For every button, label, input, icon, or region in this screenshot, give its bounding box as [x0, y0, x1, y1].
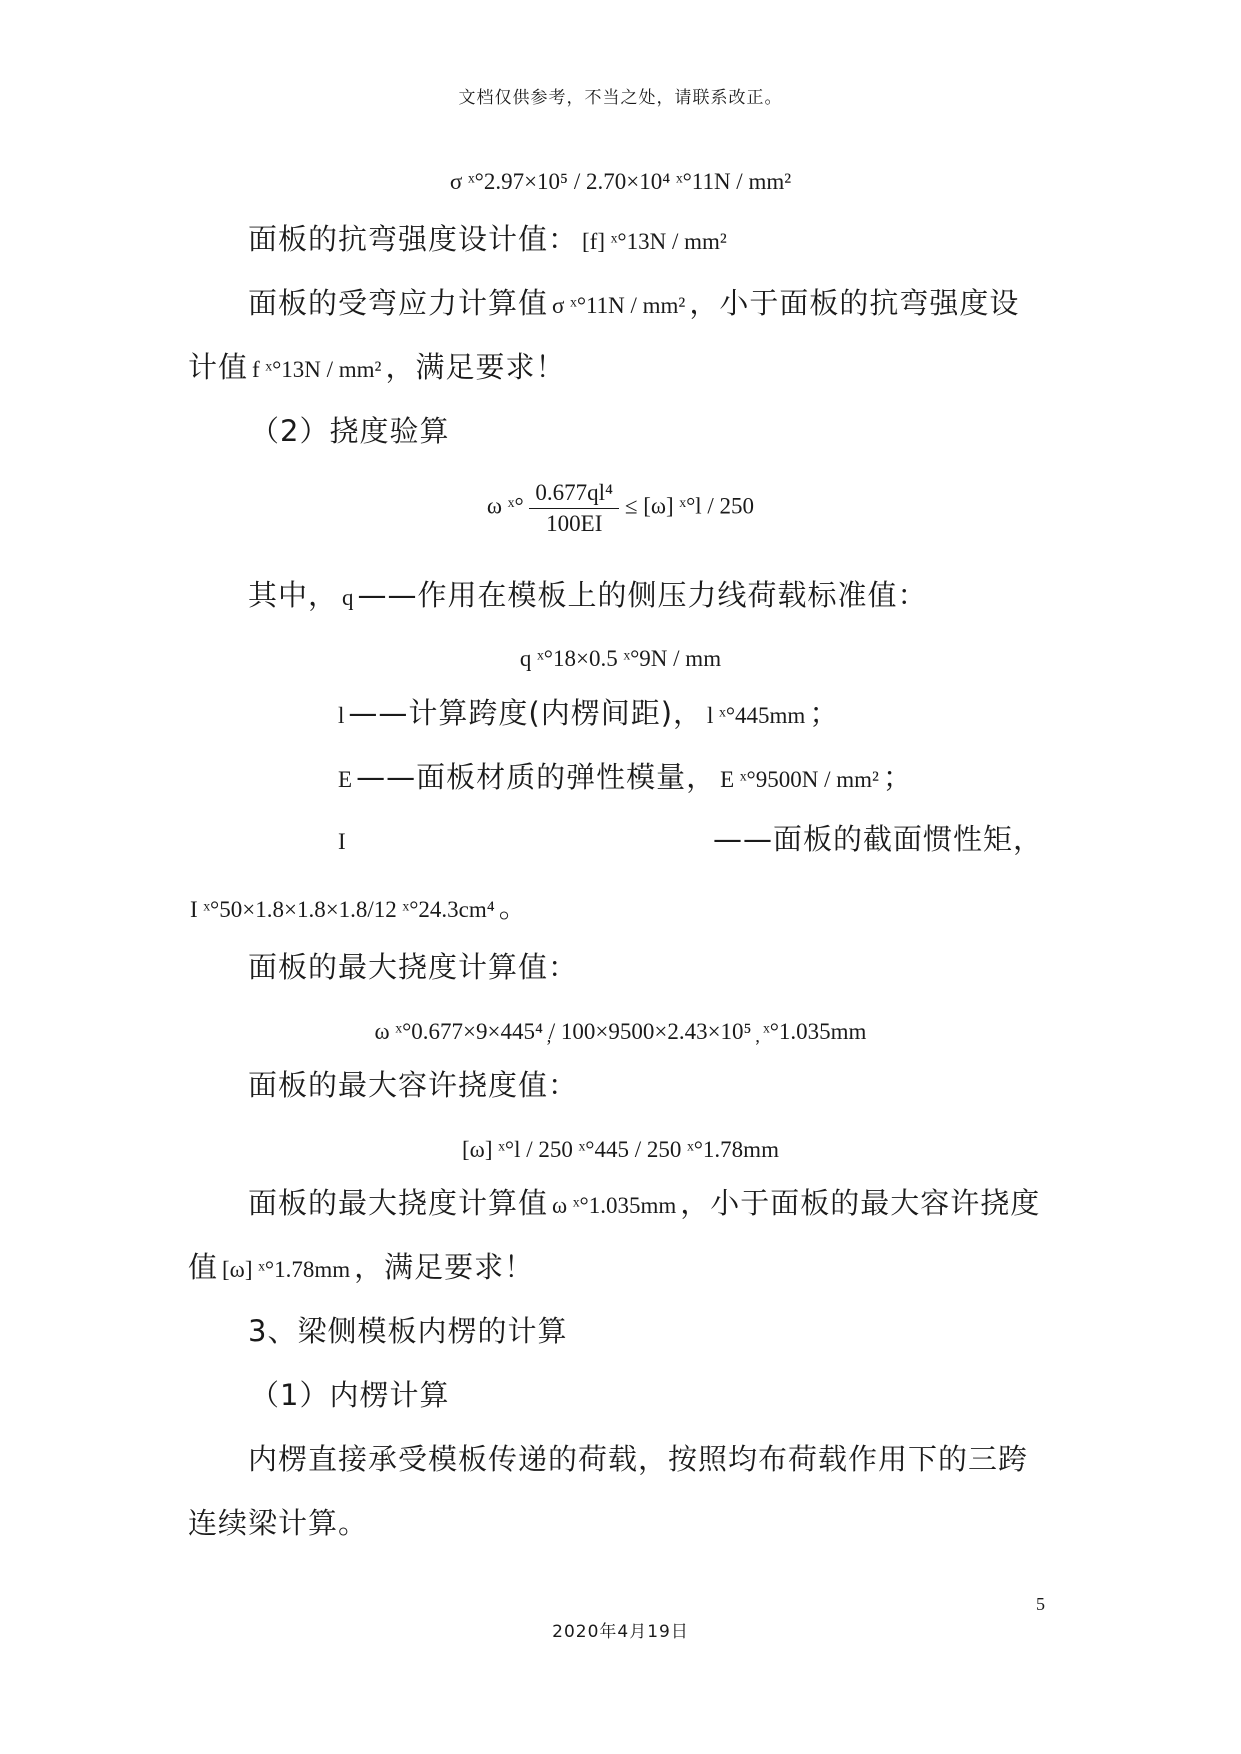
- equation-q: q ˣ°18×0.5 ˣ°9N / mm: [519, 646, 722, 671]
- bending-stress-line-2: [188, 350, 565, 385]
- equation-allowable: [ω] ˣ°l / 250 ˣ°445 / 250 ˣ°1.78mm: [462, 1137, 779, 1162]
- paragraph-line-2: 连续梁计算。: [188, 1506, 369, 1540]
- requirement-met-text: ，满足要求！: [385, 350, 566, 384]
- section-heading-deflection: （2）挠度验算: [250, 414, 450, 448]
- section-heading-inner-joist: 3、梁侧模板内楞的计算: [248, 1314, 568, 1348]
- bending-design-value: [f] ˣ°13N / mm²: [582, 229, 727, 254]
- omega-fraction: [529, 478, 619, 539]
- where-line: [248, 578, 928, 613]
- equation-omega: [0, 478, 1241, 539]
- definition-e-variable: E: [338, 767, 353, 792]
- definition-l-value: l ˣ°445mm: [707, 703, 806, 728]
- bending-stress-text: ，小于面板的抗弯强度设: [689, 286, 1020, 320]
- omega-left: ω ˣ°: [486, 493, 524, 519]
- omega-denominator: 100EI: [546, 510, 603, 536]
- footer-date: 2020年4月19日: [552, 1622, 689, 1642]
- paragraph-line-1: 内楞直接承受模板传递的荷载，按照均布荷载作用下的三跨: [248, 1442, 1029, 1476]
- definition-e-end: ；: [882, 760, 913, 794]
- definition-e-value: E ˣ°9500N / mm²: [720, 767, 879, 792]
- definition-l-text: ——计算跨度(内楞间距)，: [348, 696, 704, 730]
- conclusion-line-2: [188, 1250, 534, 1285]
- conclusion-value: ω ˣ°1.035mm: [552, 1193, 677, 1218]
- allowable-deflection-label: 面板的最大容许挠度值：: [248, 1068, 579, 1102]
- subsection-heading-inner-joist-calc: （1）内楞计算: [250, 1378, 450, 1412]
- bending-stress-value: σ ˣ°11N / mm²: [552, 293, 686, 318]
- conclusion-text: ，小于面板的最大容许挠度: [680, 1186, 1041, 1220]
- conclusion-line: [248, 1186, 1040, 1221]
- bending-stress-line: [248, 286, 1019, 321]
- omega-right: ≤ [ω] ˣ°l / 250: [624, 493, 755, 519]
- bending-design-line: [248, 222, 727, 257]
- equation-i: I ˣ°50×1.8×1.8×1.8/12 ˣ°24.3cm⁴: [190, 897, 495, 922]
- bending-design-label: 面板的抗弯强度设计值：: [248, 222, 579, 256]
- conclusion-label: 面板的最大挠度计算值: [248, 1186, 549, 1220]
- equation-i-line: [190, 890, 529, 925]
- omega-numerator: 0.677ql⁴: [529, 478, 619, 509]
- definition-l-end: ；: [809, 696, 840, 730]
- bending-stress-label: 面板的受弯应力计算值: [248, 286, 549, 320]
- conclusion2-label: 值: [188, 1250, 219, 1284]
- definition-e: [338, 760, 913, 795]
- design-value-label: 计值: [188, 350, 249, 384]
- conclusion2-text: ，满足要求！: [354, 1250, 535, 1284]
- definition-i-variable: I: [338, 829, 346, 854]
- where-label: 其中，: [248, 578, 339, 612]
- where-description: ——作用在模板上的侧压力线荷载标准值：: [357, 578, 928, 612]
- where-variable: q: [342, 585, 354, 610]
- equation-i-end: 。: [498, 890, 529, 924]
- equation-max-deflection: ω ˣ°0.677×9×445⁴ ̦/ 100×9500×2.43×10⁵ ̦ ˣ°1.035mm: [374, 1019, 867, 1044]
- page-number: 5: [1036, 1594, 1045, 1614]
- definition-e-text: ——面板材质的弹性模量，: [356, 760, 717, 794]
- equation-sigma: σ ˣ°2.97×10⁵ / 2.70×10⁴ ˣ°11N / mm²: [449, 169, 792, 194]
- max-deflection-label: 面板的最大挠度计算值：: [248, 950, 579, 984]
- definition-i-text: ——面板的截面惯性矩，: [713, 822, 1044, 856]
- definition-l-variable: l: [338, 703, 345, 728]
- header-watermark: 文档仅供参考，不当之处，请联系改正。: [458, 88, 783, 108]
- definition-l: [338, 696, 839, 731]
- design-value-math: f ˣ°13N / mm²: [252, 357, 382, 382]
- conclusion2-value: [ω] ˣ°1.78mm: [222, 1257, 351, 1282]
